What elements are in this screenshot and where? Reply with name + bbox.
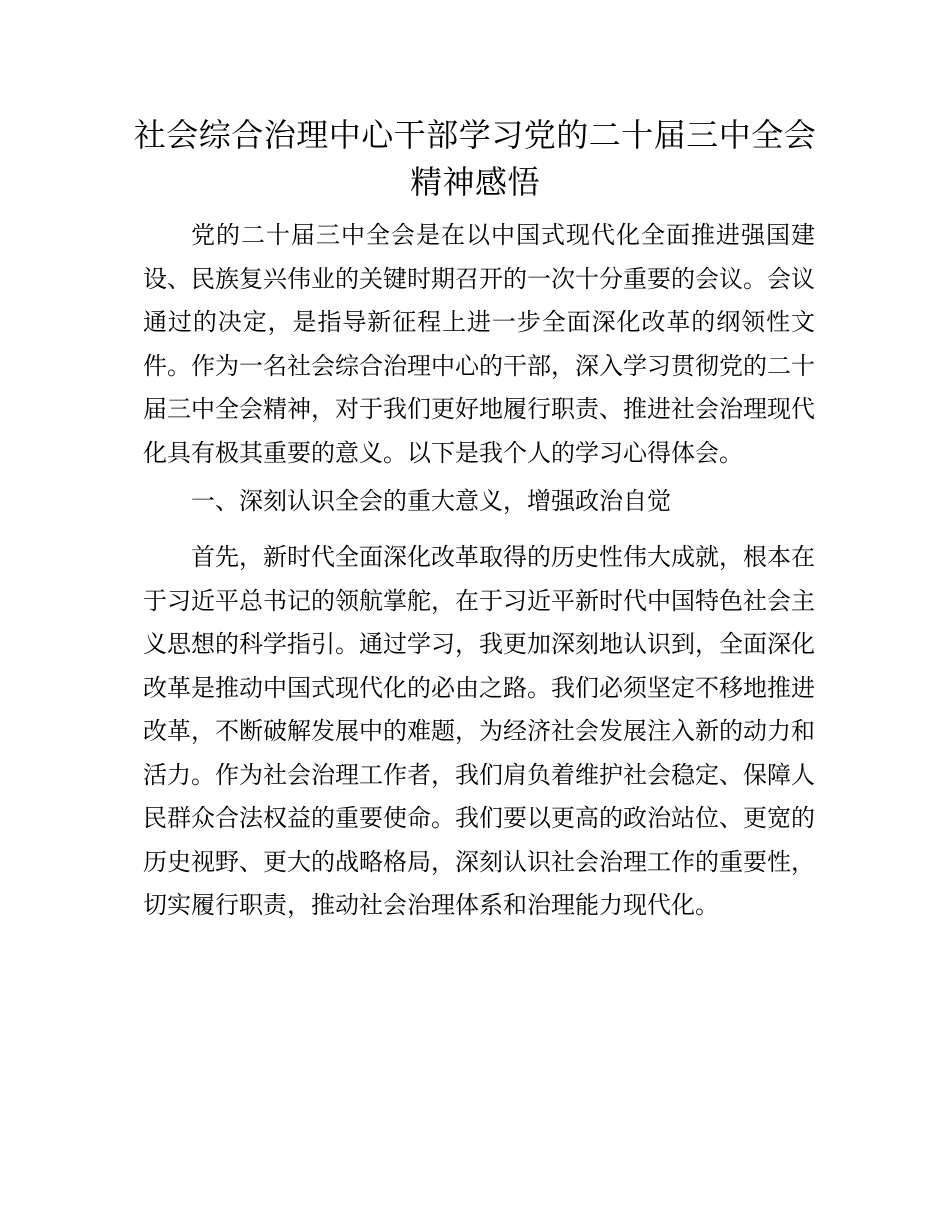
paragraph-intro: 党的二十届三中全会是在以中国式现代化全面推进强国建设、民族复兴伟业的关键时期召开的一次十分重要的会议。会议通过的决定，是指导新征程上进一步全面深化改革的纲领性文件。作为一名社会综合治理中心的干部，深入学习贯彻党的二十届三中全会精神，对于我们更好地履行职责、推进社会治理现代化具有极其重要的意义。以下是我个人的学习心得体会。: [143, 221, 815, 467]
section-heading-1: 一、深刻认识全会的重大意义，增强政治自觉: [191, 487, 671, 515]
paragraph-section-1: 首先，新时代全面深化改革取得的历史性伟大成就，根本在于习近平总书记的领航掌舵，在于习近平新时代中国特色社会主义思想的科学指引。通过学习，我更加深刻地认识到，全面深化改革是推动中国式现代化的必由之路。我们必须坚定不移地推进改革，不断破解发展中的难题，为经济社会发展注入新的动力和活力。作为社会治理工作者，我们肩负着维护社会稳定、保障人民群众合法权益的重要使命。我们要以更高的政治站位、更宽的历史视野、更大的战略格局，深刻认识社会治理工作的重要性，切实履行职责，推动社会治理体系和治理能力现代化。: [143, 543, 815, 919]
document-title: 社会综合治理中心干部学习党的二十届三中全会精神感悟: [133, 116, 817, 201]
